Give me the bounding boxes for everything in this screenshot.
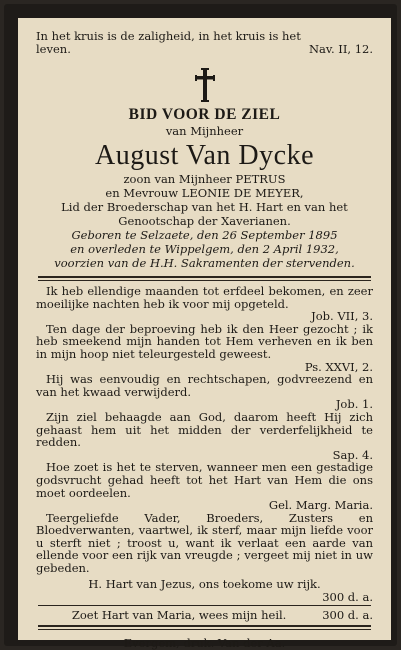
card-content: [36, 24, 373, 650]
card-paper: [18, 18, 391, 650]
indulgence-1: 300 d. a.: [322, 589, 373, 604]
motto-line-2: [36, 43, 373, 56]
paragraph-1: Ik heb ellendige maanden tot erfdeel bekomen, en zeer moeilijke nachten heb ik voor mij opgeteld.: [36, 284, 373, 311]
motto-reference: Nav. II, 12.: [308, 42, 373, 56]
motto-line-2-left: leven.: [36, 42, 71, 56]
memorial-card: [4, 4, 397, 650]
membership-line-1: Lid der Broederschap van het H. Hart en van het: [61, 200, 348, 214]
prayer-mary: Zoet Hart van Maria, wees mijn heil.: [71, 608, 287, 623]
cross-icon: [194, 68, 216, 102]
son-of-line-2: en Mevrouw LEONIE DE MEYER,: [105, 186, 304, 200]
scripture-text: [36, 285, 373, 603]
paragraph-5: Hoe zoet is het te sterven, wanneer men een gestadige godsvrucht gehad heeft tot het Hart van Hem die ons moet oordeelen.: [36, 460, 373, 500]
reference-1: Job. VII, 3.: [311, 309, 373, 324]
prayer-mary-line: [36, 608, 373, 622]
son-of-line-1: zoon van Mijnheer PETRUS: [123, 172, 286, 186]
prayer-heading: BID VOOR DE ZIEL: [128, 106, 281, 123]
motto: [36, 30, 373, 56]
prayer-sacred-heart: H. Hart van Jezus, ons toekome uw rijk.: [88, 576, 321, 591]
membership-line-2: Genootschap der Xaverianen.: [118, 214, 291, 228]
paragraph-4: Zijn ziel behaagde aan God, daarom heeft Hij zich gehaast hem uit het midden der verderfelijkheid te redden.: [36, 409, 373, 450]
death-line: en overleden te Wippelgem, den 2 April 1932,: [70, 242, 339, 256]
paragraph-3: Hij was eenvoudig en rechtschapen, godvreezend en van het kwaad verwijderd.: [36, 372, 373, 399]
paragraph-6: Teergeliefde Vader, Broeders, Zusters en Bloedverwanten, vaartwel, ik sterf, maar mijn liefde voor u sterft niet ; troost u, want ik verlaat een aarde van ellende voor een rijk van vreugde ; vergeet mij niet in uw gebeden.: [36, 510, 373, 576]
printer-line: Evergem, druk. Van der Aa.: [123, 636, 286, 650]
reference-5: Gel. Marg. Maria.: [268, 498, 373, 513]
birth-line: Geboren te Selzaete, den 26 September 1895: [71, 228, 338, 242]
divider-bottom: [38, 625, 371, 630]
sacraments-line: voorzien van de H.H. Sakramenten der stervenden.: [54, 256, 355, 270]
deceased-name: August Van Dycke: [94, 140, 314, 171]
reference-2: Ps. XXVI, 2.: [304, 359, 373, 374]
honorific: van Mijnheer: [165, 124, 244, 138]
divider-prayer: [38, 605, 371, 606]
paragraph-2: Ten dage der beproeving heb ik den Heer gezocht ; ik heb smeekend mijn handen tot Hem verheven en ik ben in mijn hoop niet teleurgesteld geweest.: [36, 321, 373, 361]
indulgence-2: 300 d. a.: [322, 608, 373, 623]
reference-3: Job. 1.: [335, 397, 373, 412]
reference-4: Sap. 4.: [332, 447, 373, 462]
divider-top: [38, 276, 371, 281]
motto-line-1: In het kruis is de zaligheid, in het kruis is het: [36, 29, 301, 43]
